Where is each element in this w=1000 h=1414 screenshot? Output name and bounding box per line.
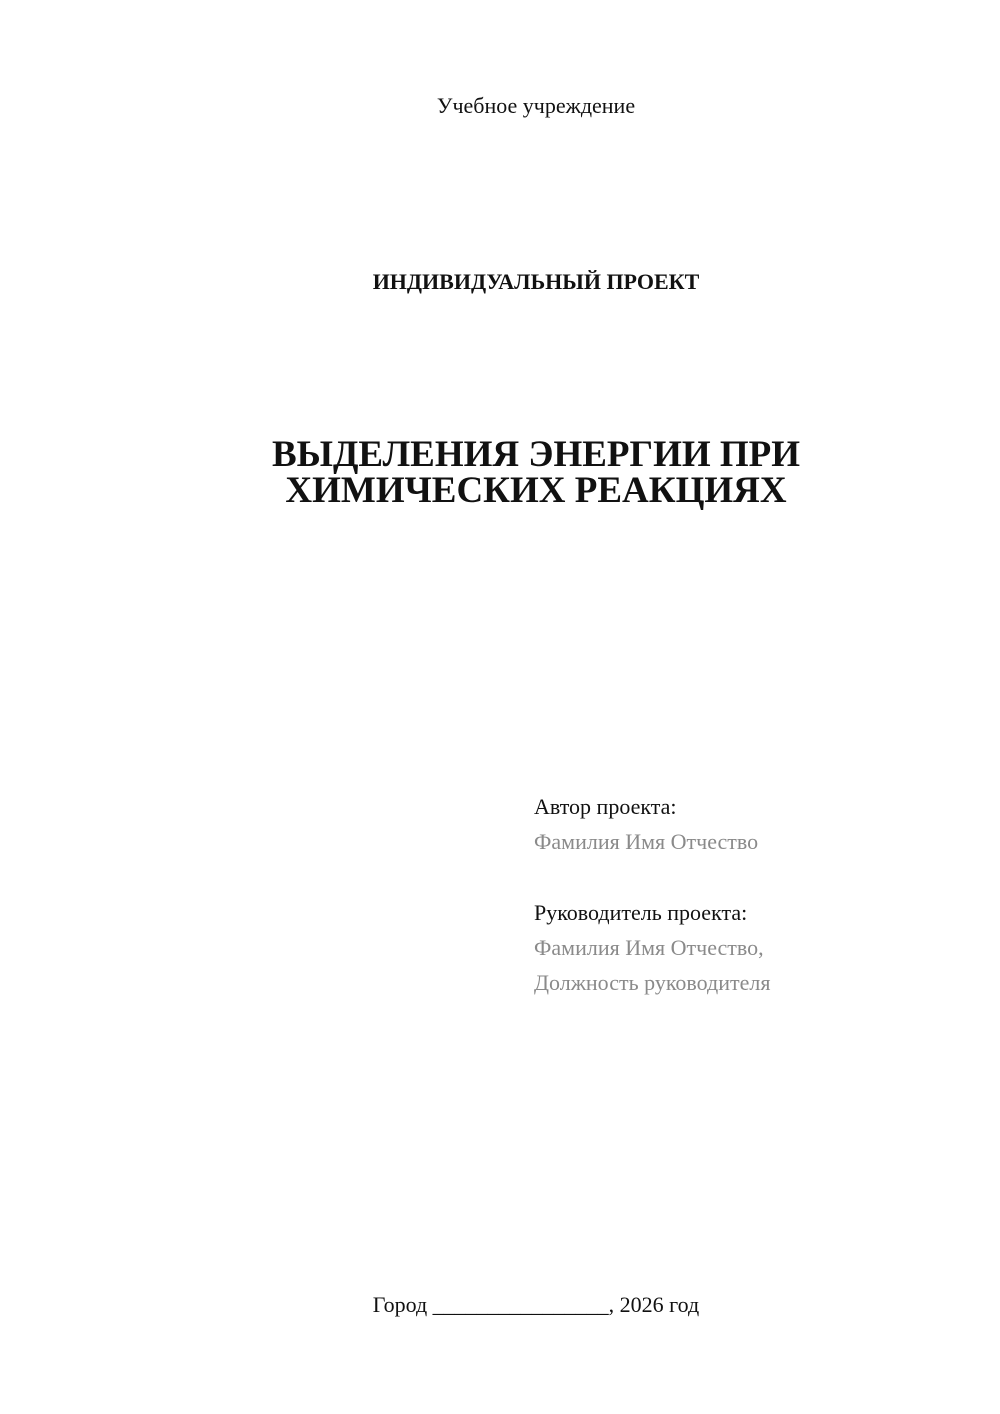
city-label: Город — [372, 1292, 428, 1317]
institution-name: Учебное учреждение — [436, 93, 636, 118]
supervisor-label: Руководитель проекта: — [534, 900, 748, 925]
credits-block — [534, 789, 974, 1000]
project-title-line-2: ХИМИЧЕСКИХ РЕАКЦИЯХ — [285, 470, 787, 511]
project-title — [0, 434, 1000, 511]
project-title-line-1: ВЫДЕЛЕНИЯ ЭНЕРГИИ ПРИ — [271, 434, 801, 475]
year-text: , 2026 год — [608, 1292, 700, 1317]
credits-spacer — [534, 859, 974, 895]
supervisor-position: Должность руководителя — [534, 970, 771, 995]
city-year-line — [0, 1291, 1000, 1319]
document-type: ИНДИВИДУАЛЬНЫЙ ПРОЕКТ — [372, 269, 700, 294]
author-name: Фамилия Имя Отчество — [534, 829, 759, 854]
supervisor-name: Фамилия Имя Отчество, — [534, 935, 764, 960]
author-label: Автор проекта: — [534, 794, 677, 819]
city-blank: ________________ — [432, 1292, 609, 1317]
